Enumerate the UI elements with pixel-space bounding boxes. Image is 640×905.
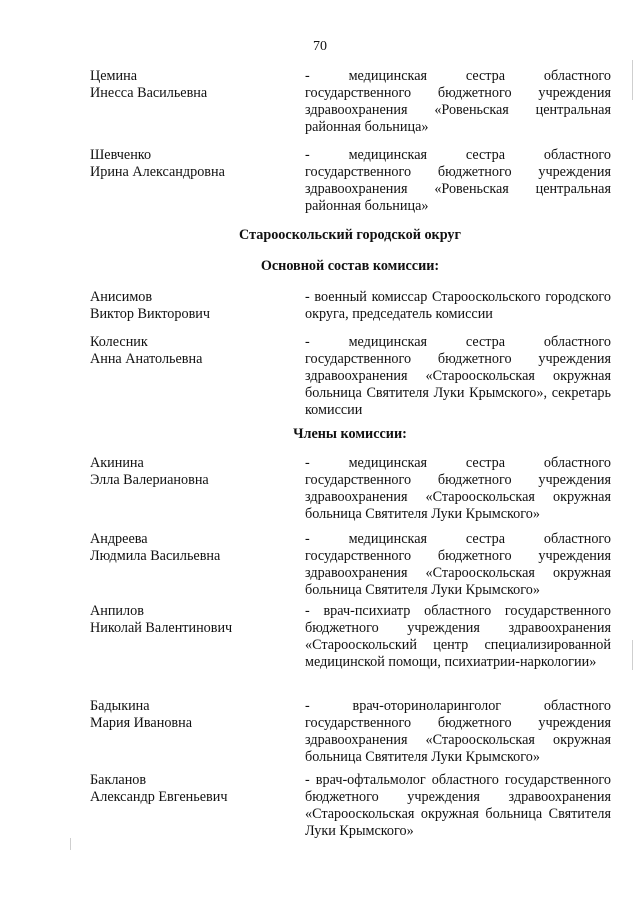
person-surname: Шевченко [90,147,152,163]
person-surname: Андреева [90,531,148,547]
person-name [90,698,295,732]
person-name [90,603,295,637]
person-position: - врач-офтальмолог областного государственного бюджетного учреждения здравоохранения «Старооскольская окружная больница Святителя Луки Крымского» [305,772,611,839]
person-position: - врач-психиатр областного государственного бюджетного учреждения здравоохранения «Старооскольский центр специализированной медицинской помощи, психиатрии-наркологии» [305,603,611,670]
person-position: - медицинская сестра областного государственного бюджетного учреждения здравоохранения «Старооскольская окружная больница Святителя Луки Крымского» [305,531,611,598]
person-position: - медицинская сестра областного государственного бюджетного учреждения здравоохранения «Ровеньская центральная районная больница» [305,68,611,135]
person-given-name: Людмила Васильевна [90,548,221,564]
person-position: - врач-оториноларинголог областного государственного бюджетного учреждения здравоохранения «Старооскольская окружная больница Святителя Луки Крымского» [305,698,611,765]
person-surname: Анисимов [90,289,153,305]
person-surname: Колесник [90,334,148,350]
person-position: - медицинская сестра областного государственного бюджетного учреждения здравоохранения «Старооскольская окружная больница Святителя Луки Крымского», секретарь комиссии [305,334,611,418]
person-surname: Бадыкина [90,698,150,714]
person-surname: Акинина [90,455,144,471]
person-given-name: Александр Евгеньевич [90,789,228,805]
scan-artifact [70,838,71,850]
person-position: - медицинская сестра областного государственного бюджетного учреждения здравоохранения «Ровеньская центральная районная больница» [305,147,611,214]
person-name [90,531,295,565]
person-position: - медицинская сестра областного государственного бюджетного учреждения здравоохранения «Старооскольская окружная больница Святителя Луки Крымского» [305,455,611,522]
person-name [90,334,295,368]
person-given-name: Виктор Викторович [90,306,210,322]
person-name [90,772,295,806]
scan-artifact [632,640,633,670]
person-surname: Цемина [90,68,138,84]
person-name [90,68,295,102]
person-surname: Анпилов [90,603,144,619]
person-name [90,147,295,181]
main-composition-heading: Основной состав комиссии: [260,258,440,274]
person-name [90,289,295,323]
person-given-name: Элла Валериановна [90,472,209,488]
district-heading: Старооскольский городской округ [239,227,461,243]
person-position: - военный комиссар Старооскольского городского округа, председатель комиссии [305,289,611,322]
person-given-name: Анна Анатольевна [90,351,203,367]
scan-artifact [632,60,633,100]
person-surname: Бакланов [90,772,147,788]
person-given-name: Николай Валентинович [90,620,233,636]
members-heading: Члены комиссии: [293,426,407,442]
person-name [90,455,295,489]
person-given-name: Инесса Васильевна [90,85,208,101]
person-given-name: Ирина Александровна [90,164,225,180]
person-given-name: Мария Ивановна [90,715,193,731]
page-number: 70 [313,39,327,54]
